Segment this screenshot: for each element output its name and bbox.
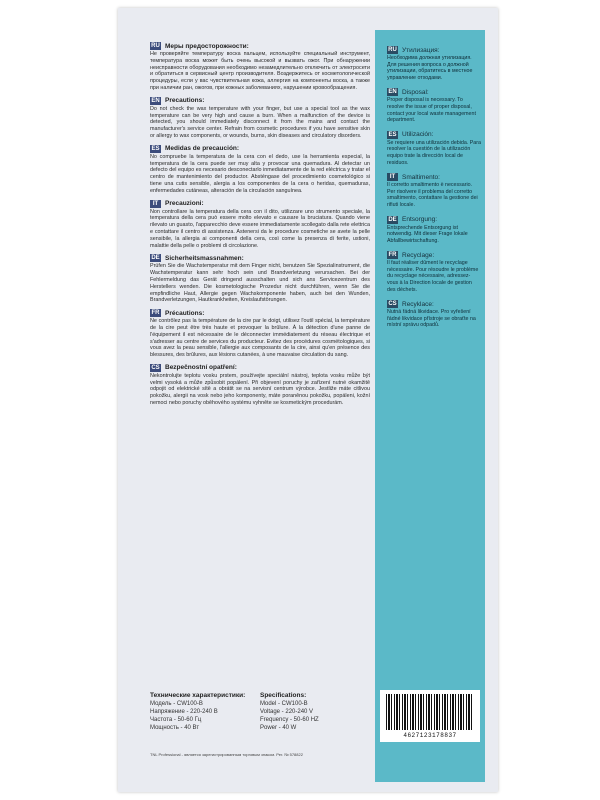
- lang-tag: FR: [388, 252, 397, 259]
- section-text: Do not check the wax temperature with your finger, but use a special tool as the wax temperature can be very high and cause a burn. When a malfunction of the device is detected, you should immediately disconnect it from the mains and contact the manufacturer's service center. Refrain from cosmetic procedures if you have sensitive skin or allergy to wax components, or wounds, burns, skin diseases and circulatory disorders.: [150, 105, 370, 139]
- section-en: [150, 97, 370, 140]
- lang-tag: ES: [388, 131, 397, 138]
- lang-tag: RU: [151, 43, 160, 49]
- section-text: Il faut réaliser dûment le recyclage nécessaire. Pour résoudre le problème du recyclage nécessaire, adressez-vous à la Direction locale de gestion des déchets.: [387, 260, 479, 293]
- side-section-es: [387, 131, 481, 166]
- precautions-column: [150, 42, 370, 412]
- lang-tag: CS: [388, 301, 397, 308]
- section-title: Recyklace:: [402, 300, 434, 308]
- section-cs: [150, 364, 370, 407]
- spec-voltage: Напряжение - 220-240 В: [150, 709, 218, 715]
- specs-ru: [150, 692, 260, 732]
- section-it: [150, 200, 370, 250]
- section-title: Utilización:: [402, 131, 434, 139]
- section-title: Disposal:: [402, 88, 429, 96]
- lang-tag: EN: [388, 89, 397, 96]
- side-section-fr: [387, 251, 481, 293]
- section-text: Ne contrôlez pas la température de la cire par le doigt, utilisez l'outil spécial, la température de la cire peut être très haute et provoquer la brûlure. À la détection d'une panne de l'équipement il est nécessaire de le déconnecter immédiatement du réseau électrique et s'adresser au centre de services du producteur. Evitez des procédures cosmétologiques, si vous avez la peau sensible, l'allergie aux composants de la cire, ainsi qu'en présence des blessures, des brûlures, aux lésions cutanées, à une mauvaise circulation du sang.: [150, 318, 370, 359]
- section-text: Non controllare la temperatura della cera con il dito, utilizzare uno strumento speciale, la temperatura della cera può essere molto elevato e causare la bruciatura. Quando viene rilevato un guasto, l'apparecchio deve essere immediatamente scollegato dalla rete elettrica e contattare il centro di assistenza. Astenersi da le procedure cosmetiche se avete la pelle sensibile, la allergia ai componenti della cera, così come la presenza di ferite, ustioni, malattie della pelle o problemi di circolazione.: [150, 208, 370, 249]
- section-text: Nutná řádná likvidace. Pro vyřešení řádné likvidace přístroje se obraťte na místní správu odpadů.: [387, 309, 476, 329]
- spec-power: Power - 40 W: [260, 725, 297, 731]
- section-title: Recyclage:: [402, 251, 435, 259]
- spec-voltage: Voltage - 220-240 V: [260, 709, 314, 715]
- specs-en: [260, 692, 370, 732]
- lang-tag: DE: [388, 216, 397, 223]
- spec-frequency: Frequency - 50-60 HZ: [260, 717, 319, 723]
- side-section-it: [387, 173, 481, 208]
- section-title: Medidas de precaución:: [165, 145, 240, 153]
- lang-tag: RU: [388, 47, 397, 53]
- barcode: [380, 690, 480, 742]
- section-title: Smaltimento:: [402, 173, 440, 181]
- trademark-note: TNL Professional - является зарегистрированным торговым знаком. Рег. № 578822: [150, 752, 303, 757]
- specs-title: Specifications:: [260, 692, 307, 699]
- section-text: Prüfen Sie die Wachstemperatur mit dem Finger nicht, benutzen Sie Spezialinstrument, die Wachstemperatur kann sehr hoch sein und Brandverletzung verursachen. Bei der Fehlermeldung das Gerät dringend ausschalten und sich ans Servicezentrum des Herstellers wenden. Die kosmetologische Prozedur nicht durchführen, wenn Sie die empfindliche Haut, Allergie gegen Wachskomponente haben, auch bei den Wunden, Brandverletzungen, Hautkrankheiten, Kreislaufstörungen.: [150, 263, 370, 304]
- spec-power: Мощность - 40 Вт: [150, 725, 200, 731]
- lang-tag: EN: [151, 97, 160, 104]
- section-text: Необходима должная утилизация. Для решения вопроса о должной утилизации, обратитесь в местное управление отходами.: [387, 55, 473, 81]
- section-title: Bezpečnostní opatření:: [165, 364, 237, 372]
- side-section-en: [387, 88, 481, 123]
- section-title: Меры предосторожности:: [165, 42, 249, 50]
- section-text: Il corretto smaltimento è necessario. Per risolvere il problema del corretto smaltimento, contattare la gestione dei rifiuti locale.: [387, 182, 478, 208]
- section-es: [150, 145, 370, 195]
- section-title: Precautions:: [165, 97, 205, 105]
- lang-tag: FR: [151, 310, 160, 317]
- disposal-column: [375, 30, 485, 782]
- section-text: No compruebe la temperatura de la cera con el dedo, use la herramienta especial, la temperatura de la cera puede ser muy alta y provocar una quemadura. Al detectar un defecto del equipo es necesario desconectarlo inmediatamente de la red eléctrica y tratar el centro de mantenimiento del productor. Absténgase del procedimiento cosmetológico si tiene una cutis sensible, alergia a los componentes de la cera o heridas, quemaduras, enfermedades cutáneas, alteración de la circulación sanguínea.: [150, 153, 370, 194]
- side-section-de: [387, 216, 481, 245]
- side-section-cs: [387, 300, 481, 329]
- section-text: Se requiere una utilización debida. Para resolver la cuestión de la utilización equipo trate la dirección local de residuos.: [387, 139, 481, 166]
- spec-model: Model - CW100-B: [260, 701, 308, 707]
- lang-tag: ES: [151, 145, 160, 152]
- section-text: Proper disposal is necessary. To resolve the issue of proper disposal, contact your local waste management department.: [387, 97, 476, 124]
- lang-tag: IT: [387, 173, 398, 181]
- barcode-bars: [386, 694, 474, 730]
- section-text: Entsprechende Entsorgung ist notwendig. Mit dieser Frage lokale Abfallbewirtschaftung.: [387, 224, 468, 244]
- section-title: Precauzioni:: [165, 200, 204, 208]
- lang-tag: CS: [151, 364, 160, 371]
- section-fr: [150, 309, 370, 359]
- section-de: [150, 254, 370, 304]
- specifications: [150, 692, 370, 732]
- lang-tag: IT: [150, 200, 161, 208]
- section-ru: [150, 42, 370, 92]
- section-text: Не проверяйте температуру воска пальцем, используйте специальный инструмент, температура воска может быть очень высокой и вызвать ожог. При обнаружении неисправности оборудования необходимо незамедлительно отключить от электросети и обратиться в сервисный центр производителя. Воздержитесь от косметологической процедуры, если у вас чувствительная кожа, аллергия на компоненты воска, а также при наличии ран, ожогов, при кожных заболеваниях, нарушении кровообращения.: [150, 51, 370, 91]
- section-title: Entsorgung:: [402, 216, 438, 223]
- spec-frequency: Частота - 50-60 Гц: [150, 717, 202, 723]
- barcode-number: 4627123178837: [403, 732, 457, 739]
- side-section-ru: [387, 46, 481, 81]
- section-title: Sicherheitsmassnahmen:: [165, 254, 244, 262]
- section-text: Nekontrolujte teplotu vosku prstem, používejte speciální nástroj, teplota vosku může být velmi vysoká a může způsobit popálení. Při objevení poruchy je zařízení nutné okamžitě odpojit od elektrické sítě a obrátit se na servisní centrum výrobce. Jestliže máte citlivou pokožku, alergii na vosk nebo jeho komponenty, máte poraněnou pokožku, popáleni, kožní nemoci nebo poruchy oběhového systému vyhněte se kosmetickým procedurám.: [150, 372, 370, 407]
- specs-title: Технические характеристики:: [150, 692, 246, 699]
- section-title: Утилизация:: [402, 46, 440, 54]
- lang-tag: DE: [151, 255, 160, 262]
- spec-model: Модель - CW100-B: [150, 701, 203, 707]
- section-title: Précautions:: [165, 309, 205, 317]
